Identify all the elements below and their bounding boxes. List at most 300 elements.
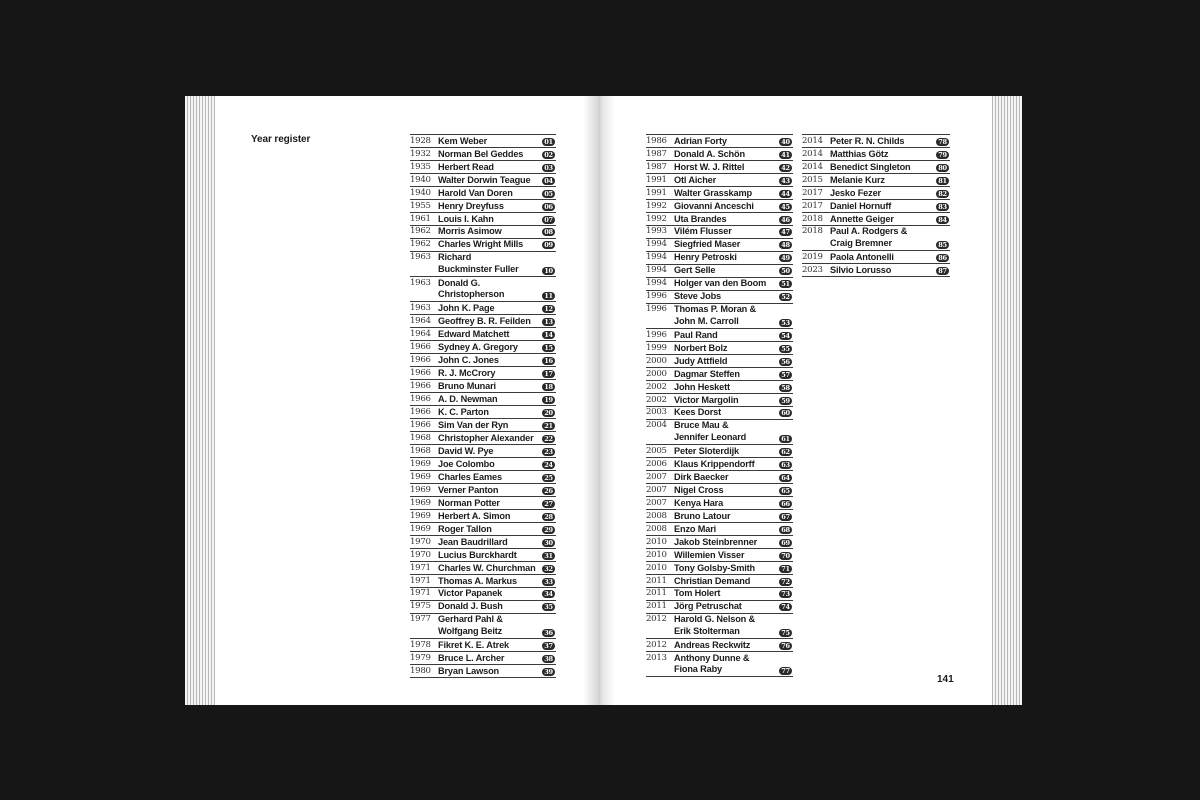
entry-number-badge: 77 bbox=[779, 667, 792, 675]
entry-year: 2003 bbox=[646, 407, 667, 418]
entry-name: John K. Page bbox=[438, 302, 495, 313]
entry-number-badge: 64 bbox=[779, 474, 792, 482]
entry-year: 1969 bbox=[410, 523, 431, 534]
entry-name: A. D. Newman bbox=[438, 393, 498, 404]
entry-year: 2010 bbox=[646, 549, 667, 560]
entry-year: 2007 bbox=[646, 497, 667, 508]
register-entry bbox=[646, 134, 793, 148]
entry-number-badge: 03 bbox=[542, 164, 555, 172]
entry-name: Victor Papanek bbox=[438, 588, 503, 599]
entry-year: 2011 bbox=[646, 588, 667, 599]
register-entry bbox=[410, 328, 556, 341]
entry-year: 1940 bbox=[410, 187, 431, 198]
register-entry bbox=[646, 239, 793, 252]
entry-name: Sim Van der Ryn bbox=[438, 419, 509, 430]
entry-number-badge: 51 bbox=[779, 280, 792, 288]
entry-year: 2017 bbox=[802, 200, 823, 211]
entry-year: 1971 bbox=[410, 562, 431, 573]
entry-number-badge: 01 bbox=[542, 138, 555, 146]
entry-number-badge: 39 bbox=[542, 668, 555, 676]
register-entry bbox=[410, 341, 556, 354]
entry-year: 1977 bbox=[410, 614, 431, 625]
register-entry bbox=[802, 148, 950, 161]
entry-year: 1992 bbox=[646, 213, 667, 224]
entry-year: 2008 bbox=[646, 523, 667, 534]
register-entry bbox=[410, 302, 556, 315]
entry-year: 1964 bbox=[410, 315, 431, 326]
entry-year: 2013 bbox=[646, 652, 667, 663]
register-entry bbox=[410, 549, 556, 562]
register-entry bbox=[646, 161, 793, 174]
entry-number-badge: 58 bbox=[779, 384, 792, 392]
register-entry bbox=[802, 264, 950, 277]
entry-year: 2000 bbox=[646, 368, 667, 379]
entry-name: Henry Dreyfuss bbox=[438, 200, 504, 211]
entry-name: Gerhard Pahl & Wolfgang Beitz bbox=[438, 614, 503, 636]
register-entry bbox=[410, 226, 556, 239]
entry-year: 1932 bbox=[410, 148, 431, 159]
register-entry bbox=[646, 278, 793, 291]
entry-year: 2004 bbox=[646, 420, 667, 431]
register-entry bbox=[410, 484, 556, 497]
register-entry bbox=[410, 148, 556, 161]
register-entry bbox=[410, 380, 556, 393]
register-entry bbox=[410, 277, 556, 302]
entry-number-badge: 63 bbox=[779, 461, 792, 469]
register-entry bbox=[410, 393, 556, 406]
entry-number-badge: 85 bbox=[936, 241, 949, 249]
entry-year: 2010 bbox=[646, 562, 667, 573]
register-entry bbox=[410, 665, 556, 678]
register-entry bbox=[802, 213, 950, 226]
entry-year: 2011 bbox=[646, 575, 667, 586]
entry-name: Vilém Flusser bbox=[674, 226, 732, 237]
register-entry bbox=[646, 148, 793, 161]
entry-number-badge: 55 bbox=[779, 345, 792, 353]
entry-number-badge: 31 bbox=[542, 552, 555, 560]
entry-name: Tom Holert bbox=[674, 588, 721, 599]
entry-number-badge: 30 bbox=[542, 539, 555, 547]
entry-year: 1975 bbox=[410, 601, 431, 612]
entry-name: Paola Antonelli bbox=[830, 251, 894, 262]
entry-year: 1928 bbox=[410, 135, 431, 146]
open-book bbox=[185, 96, 1022, 705]
register-entry bbox=[410, 213, 556, 226]
entry-number-badge: 13 bbox=[542, 318, 555, 326]
register-entry bbox=[646, 291, 793, 304]
entry-name: Norman Bel Geddes bbox=[438, 148, 524, 159]
register-entry bbox=[410, 367, 556, 380]
entry-year: 2002 bbox=[646, 394, 667, 405]
entry-year: 1969 bbox=[410, 484, 431, 495]
register-entry bbox=[646, 562, 793, 575]
entry-name: Dirk Baecker bbox=[674, 471, 729, 482]
entry-year: 1994 bbox=[646, 278, 667, 289]
entry-name: Henry Petroski bbox=[674, 252, 737, 263]
entry-name: Bruce Mau & Jennifer Leonard bbox=[674, 420, 747, 442]
entry-number-badge: 75 bbox=[779, 629, 792, 637]
entry-year: 1966 bbox=[410, 406, 431, 417]
entry-year: 1994 bbox=[646, 239, 667, 250]
entry-name: Walter Dorwin Teague bbox=[438, 174, 531, 185]
register-column-2 bbox=[646, 134, 793, 677]
entry-number-badge: 06 bbox=[542, 203, 555, 211]
entry-number-badge: 72 bbox=[779, 578, 792, 586]
entry-name: Geoffrey B. R. Feilden bbox=[438, 315, 531, 326]
entry-year: 1969 bbox=[410, 510, 431, 521]
entry-number-badge: 61 bbox=[779, 435, 792, 443]
register-entry bbox=[646, 226, 793, 239]
entry-year: 2014 bbox=[802, 148, 823, 159]
register-entry bbox=[646, 497, 793, 510]
entry-name: Victor Margolin bbox=[674, 394, 739, 405]
register-entry bbox=[410, 601, 556, 614]
entry-year: 1935 bbox=[410, 161, 431, 172]
book-gutter bbox=[583, 96, 615, 705]
entry-number-badge: 43 bbox=[779, 177, 792, 185]
entry-year: 1996 bbox=[646, 304, 667, 315]
entry-name: Verner Panton bbox=[438, 484, 499, 495]
register-entry bbox=[410, 174, 556, 187]
entry-year: 1962 bbox=[410, 226, 431, 237]
register-entry bbox=[646, 510, 793, 523]
register-entry bbox=[646, 420, 793, 445]
entry-year: 1966 bbox=[410, 419, 431, 430]
entry-number-badge: 09 bbox=[542, 241, 555, 249]
entry-number-badge: 82 bbox=[936, 190, 949, 198]
register-entry bbox=[646, 329, 793, 342]
entry-number-badge: 32 bbox=[542, 565, 555, 573]
entry-year: 2018 bbox=[802, 213, 823, 224]
register-entry bbox=[802, 251, 950, 264]
entry-number-badge: 70 bbox=[779, 552, 792, 560]
register-entry bbox=[646, 523, 793, 536]
entry-number-badge: 59 bbox=[779, 397, 792, 405]
register-entry bbox=[646, 484, 793, 497]
entry-number-badge: 50 bbox=[779, 267, 792, 275]
entry-name: Roger Tallon bbox=[438, 523, 492, 534]
entry-number-badge: 48 bbox=[779, 241, 792, 249]
register-entry bbox=[646, 614, 793, 639]
register-entry bbox=[646, 445, 793, 458]
entry-number-badge: 27 bbox=[542, 500, 555, 508]
entry-year: 2023 bbox=[802, 264, 823, 275]
entry-number-badge: 28 bbox=[542, 513, 555, 521]
entry-year: 2007 bbox=[646, 471, 667, 482]
entry-name: Norbert Bolz bbox=[674, 342, 728, 353]
entry-name: Annette Geiger bbox=[830, 213, 894, 224]
entry-name: Otl Aicher bbox=[674, 174, 717, 185]
register-entry bbox=[802, 134, 950, 148]
register-entry bbox=[646, 368, 793, 381]
entry-name: Holger van den Boom bbox=[674, 278, 767, 289]
entry-number-badge: 57 bbox=[779, 371, 792, 379]
page-number: 141 bbox=[937, 674, 954, 685]
entry-name: Klaus Krippendorff bbox=[674, 458, 755, 469]
entry-name: Tony Golsby-Smith bbox=[674, 562, 755, 573]
entry-name: Nigel Cross bbox=[674, 484, 724, 495]
register-entry bbox=[646, 536, 793, 549]
entry-name: Donald G. Christopherson bbox=[438, 277, 505, 300]
entry-number-badge: 15 bbox=[542, 344, 555, 352]
register-entry bbox=[410, 652, 556, 665]
entry-name: Kees Dorst bbox=[674, 407, 722, 418]
entry-number-badge: 67 bbox=[779, 513, 792, 521]
entry-number-badge: 12 bbox=[542, 305, 555, 313]
entry-name: Bruno Munari bbox=[438, 380, 496, 391]
entry-name: Horst W. J. Rittel bbox=[674, 161, 745, 172]
entry-name: Kenya Hara bbox=[674, 497, 724, 508]
entry-number-badge: 16 bbox=[542, 357, 555, 365]
entry-number-badge: 83 bbox=[936, 203, 949, 211]
page-edges-left bbox=[185, 96, 215, 705]
entry-number-badge: 18 bbox=[542, 383, 555, 391]
entry-year: 1991 bbox=[646, 187, 667, 198]
entry-year: 1963 bbox=[410, 277, 431, 288]
entry-year: 2010 bbox=[646, 536, 667, 547]
register-entry bbox=[410, 523, 556, 536]
register-entry bbox=[410, 406, 556, 419]
entry-year: 1992 bbox=[646, 200, 667, 211]
register-entry bbox=[646, 265, 793, 278]
entry-name: Benedict Singleton bbox=[830, 161, 911, 172]
entry-number-badge: 45 bbox=[779, 203, 792, 211]
entry-name: Dagmar Steffen bbox=[674, 368, 740, 379]
entry-number-badge: 35 bbox=[542, 603, 555, 611]
entry-number-badge: 41 bbox=[779, 151, 792, 159]
entry-number-badge: 52 bbox=[779, 293, 792, 301]
entry-name: Matthias Götz bbox=[830, 148, 889, 159]
entry-name: Bryan Lawson bbox=[438, 665, 499, 676]
entry-name: Uta Brandes bbox=[674, 213, 727, 224]
register-entry bbox=[410, 200, 556, 213]
entry-number-badge: 21 bbox=[542, 422, 555, 430]
entry-name: Andreas Reckwitz bbox=[674, 639, 751, 650]
entry-year: 1955 bbox=[410, 200, 431, 211]
register-entry bbox=[410, 432, 556, 445]
entry-name: Sydney A. Gregory bbox=[438, 341, 518, 352]
entry-number-badge: 44 bbox=[779, 190, 792, 198]
entry-number-badge: 65 bbox=[779, 487, 792, 495]
entry-name: Lucius Burckhardt bbox=[438, 549, 517, 560]
entry-name: Morris Asimow bbox=[438, 226, 502, 237]
entry-name: Fikret K. E. Atrek bbox=[438, 639, 509, 650]
entry-year: 2006 bbox=[646, 458, 667, 469]
entry-number-badge: 68 bbox=[779, 526, 792, 534]
entry-year: 1966 bbox=[410, 341, 431, 352]
entry-number-badge: 33 bbox=[542, 578, 555, 586]
entry-year: 1971 bbox=[410, 588, 431, 599]
register-entry bbox=[802, 161, 950, 174]
entry-year: 2014 bbox=[802, 161, 823, 172]
entry-year: 1970 bbox=[410, 536, 431, 547]
register-entry bbox=[410, 239, 556, 252]
entry-number-badge: 24 bbox=[542, 461, 555, 469]
register-entry bbox=[410, 471, 556, 484]
register-entry bbox=[646, 304, 793, 329]
entry-number-badge: 07 bbox=[542, 216, 555, 224]
entry-number-badge: 22 bbox=[542, 435, 555, 443]
entry-name: Herbert A. Simon bbox=[438, 510, 511, 521]
entry-year: 1966 bbox=[410, 380, 431, 391]
entry-number-badge: 53 bbox=[779, 319, 792, 327]
entry-year: 1999 bbox=[646, 342, 667, 353]
register-entry bbox=[646, 601, 793, 614]
entry-year: 1966 bbox=[410, 393, 431, 404]
entry-name: John Heskett bbox=[674, 381, 730, 392]
entry-number-badge: 78 bbox=[936, 138, 949, 146]
entry-name: Steve Jobs bbox=[674, 291, 722, 302]
register-entry bbox=[646, 407, 793, 420]
entry-number-badge: 80 bbox=[936, 164, 949, 172]
entry-name: Walter Grasskamp bbox=[674, 187, 752, 198]
entry-year: 2018 bbox=[802, 226, 823, 237]
entry-year: 1963 bbox=[410, 252, 431, 263]
register-entry bbox=[410, 575, 556, 588]
entry-number-badge: 47 bbox=[779, 228, 792, 236]
register-entry bbox=[410, 161, 556, 174]
entry-year: 1961 bbox=[410, 213, 431, 224]
entry-number-badge: 19 bbox=[542, 396, 555, 404]
entry-name: Kem Weber bbox=[438, 135, 488, 146]
section-heading: Year register bbox=[251, 134, 311, 145]
entry-name: Paul A. Rodgers & Craig Bremner bbox=[830, 226, 908, 248]
register-column-3 bbox=[802, 134, 950, 277]
entry-name: Edward Matchett bbox=[438, 328, 510, 339]
entry-number-badge: 26 bbox=[542, 487, 555, 495]
entry-year: 1968 bbox=[410, 445, 431, 456]
entry-year: 2005 bbox=[646, 445, 667, 456]
entry-name: Bruce L. Archer bbox=[438, 652, 505, 663]
entry-name: Giovanni Anceschi bbox=[674, 200, 754, 211]
entry-number-badge: 62 bbox=[779, 448, 792, 456]
entry-name: John C. Jones bbox=[438, 354, 499, 365]
entry-name: Harold G. Nelson & Erik Stolterman bbox=[674, 614, 756, 636]
entry-year: 2011 bbox=[646, 601, 667, 612]
register-entry bbox=[646, 342, 793, 355]
entry-name: Peter R. N. Childs bbox=[830, 135, 905, 146]
register-entry bbox=[646, 575, 793, 588]
entry-number-badge: 20 bbox=[542, 409, 555, 417]
entry-name: Gert Selle bbox=[674, 265, 716, 276]
register-entry bbox=[410, 354, 556, 367]
entry-year: 1987 bbox=[646, 161, 667, 172]
entry-number-badge: 54 bbox=[779, 332, 792, 340]
entry-number-badge: 37 bbox=[542, 642, 555, 650]
entry-name: Siegfried Maser bbox=[674, 239, 741, 250]
entry-year: 1966 bbox=[410, 354, 431, 365]
entry-name: Anthony Dunne & Fiona Raby bbox=[674, 652, 750, 675]
entry-number-badge: 11 bbox=[542, 292, 555, 300]
entry-name: Thomas P. Moran & John M. Carroll bbox=[674, 304, 757, 326]
entry-number-badge: 84 bbox=[936, 216, 949, 224]
entry-number-badge: 23 bbox=[542, 448, 555, 456]
register-entry bbox=[410, 252, 556, 277]
entry-year: 1994 bbox=[646, 252, 667, 263]
entry-number-badge: 17 bbox=[542, 370, 555, 378]
entry-name: Christopher Alexander bbox=[438, 432, 534, 443]
entry-year: 1966 bbox=[410, 367, 431, 378]
entry-year: 1964 bbox=[410, 328, 431, 339]
register-entry bbox=[410, 458, 556, 471]
entry-year: 2002 bbox=[646, 381, 667, 392]
entry-number-badge: 25 bbox=[542, 474, 555, 482]
entry-name: Richard Buckminster Fuller bbox=[438, 252, 519, 274]
register-entry bbox=[410, 187, 556, 200]
register-column-1 bbox=[410, 134, 556, 678]
register-entry bbox=[646, 652, 793, 677]
register-entry bbox=[646, 252, 793, 265]
entry-number-badge: 29 bbox=[542, 526, 555, 534]
entry-number-badge: 40 bbox=[779, 138, 792, 146]
entry-name: Judy Attfield bbox=[674, 355, 728, 366]
entry-name: Jörg Petruschat bbox=[674, 601, 742, 612]
entry-name: Louis I. Kahn bbox=[438, 213, 494, 224]
entry-name: Herbert Read bbox=[438, 161, 494, 172]
entry-year: 1991 bbox=[646, 174, 667, 185]
entry-year: 1986 bbox=[646, 135, 667, 146]
entry-name: Charles Eames bbox=[438, 471, 502, 482]
register-entry bbox=[646, 471, 793, 484]
entry-number-badge: 56 bbox=[779, 358, 792, 366]
entry-number-badge: 87 bbox=[936, 267, 949, 275]
register-entry bbox=[410, 497, 556, 510]
entry-number-badge: 73 bbox=[779, 590, 792, 598]
entry-number-badge: 81 bbox=[936, 177, 949, 185]
entry-year: 1968 bbox=[410, 432, 431, 443]
entry-number-badge: 49 bbox=[779, 254, 792, 262]
entry-number-badge: 02 bbox=[542, 151, 555, 159]
entry-year: 1996 bbox=[646, 291, 667, 302]
entry-name: Charles Wright Mills bbox=[438, 239, 524, 250]
entry-year: 2019 bbox=[802, 251, 823, 262]
register-entry bbox=[410, 445, 556, 458]
entry-year: 2014 bbox=[802, 135, 823, 146]
entry-year: 1994 bbox=[646, 265, 667, 276]
entry-number-badge: 14 bbox=[542, 331, 555, 339]
entry-year: 1971 bbox=[410, 575, 431, 586]
page-edges-right bbox=[992, 96, 1022, 705]
register-entry bbox=[410, 315, 556, 328]
entry-number-badge: 60 bbox=[779, 409, 792, 417]
entry-name: Bruno Latour bbox=[674, 510, 731, 521]
entry-year: 2017 bbox=[802, 187, 823, 198]
register-entry bbox=[646, 213, 793, 226]
entry-number-badge: 34 bbox=[542, 590, 555, 598]
register-entry bbox=[410, 639, 556, 652]
register-entry bbox=[646, 639, 793, 652]
entry-year: 2012 bbox=[646, 639, 667, 650]
entry-name: Jakob Steinbrenner bbox=[674, 536, 758, 547]
register-entry bbox=[646, 381, 793, 394]
entry-year: 1996 bbox=[646, 329, 667, 340]
register-entry bbox=[410, 588, 556, 601]
entry-year: 1980 bbox=[410, 665, 431, 676]
register-entry bbox=[646, 394, 793, 407]
register-entry bbox=[646, 355, 793, 368]
entry-year: 2000 bbox=[646, 355, 667, 366]
entry-number-badge: 05 bbox=[542, 190, 555, 198]
entry-year: 1963 bbox=[410, 302, 431, 313]
entry-name: Silvio Lorusso bbox=[830, 264, 892, 275]
entry-number-badge: 04 bbox=[542, 177, 555, 185]
entry-number-badge: 74 bbox=[779, 603, 792, 611]
entry-name: Adrian Forty bbox=[674, 135, 727, 146]
entry-name: Enzo Mari bbox=[674, 523, 717, 534]
entry-year: 1970 bbox=[410, 549, 431, 560]
entry-year: 2012 bbox=[646, 614, 667, 625]
entry-year: 1993 bbox=[646, 226, 667, 237]
